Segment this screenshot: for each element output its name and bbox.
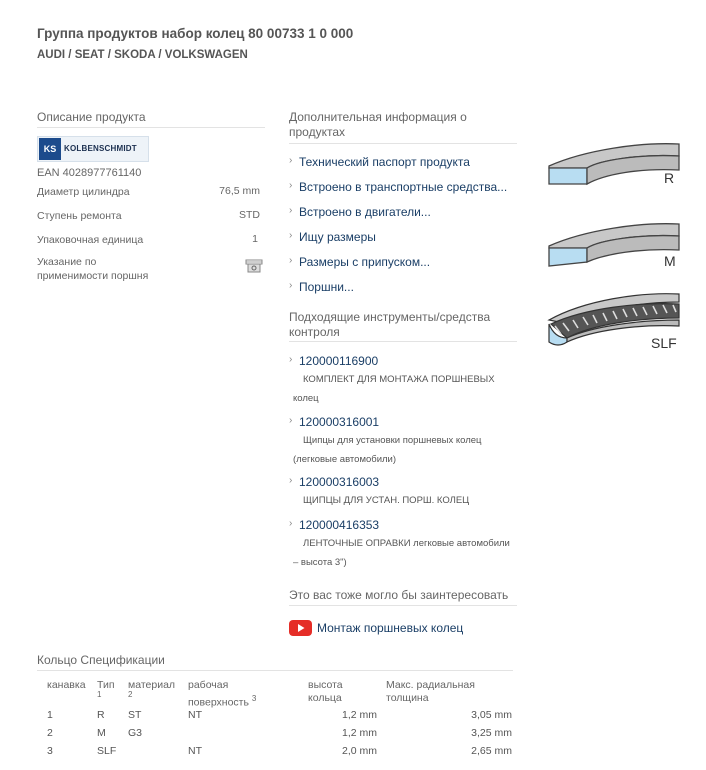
tool-link-3[interactable]: › 120000316003: [289, 475, 380, 489]
tool-desc-4-cont: – высота 3"): [293, 557, 347, 568]
cell-surface: NT: [188, 709, 202, 721]
table-row: [37, 745, 513, 761]
link-datasheet[interactable]: › Технический паспорт продукта: [289, 155, 470, 169]
cell-height: 2,0 mm: [341, 745, 377, 757]
divider: [289, 341, 517, 342]
link-vehicles[interactable]: › Встроено в транспортные средства...: [289, 180, 508, 194]
ks-logo-icon: KS: [39, 138, 61, 160]
spec-label-packing-unit: Упаковочная единица: [37, 234, 144, 246]
chevron-right-icon: ›: [289, 354, 293, 365]
cell-groove: 1: [47, 709, 53, 721]
cell-radial: 2,65 mm: [471, 745, 512, 757]
cell-radial: 3,25 mm: [471, 727, 512, 739]
divider: [37, 670, 513, 671]
chevron-right-icon: ›: [289, 475, 293, 486]
tool-desc-2-cont: (легковые автомобили): [293, 454, 397, 465]
table-row: [37, 727, 513, 743]
video-link[interactable]: Монтаж поршневых колец: [289, 619, 519, 639]
spec-label-repair-stage: Ступень ремонта: [37, 210, 122, 222]
cell-height: 1,2 mm: [341, 727, 377, 739]
link-dimensions[interactable]: › Ищу размеры: [289, 230, 376, 244]
divider: [289, 605, 517, 606]
piston-icon[interactable]: [244, 257, 264, 277]
youtube-icon: [289, 620, 312, 636]
col-header-height: высота кольца: [308, 679, 343, 704]
kolbenschmidt-logo: [37, 136, 149, 162]
spec-label-diameter: Диаметр цилиндра: [37, 186, 130, 198]
cell-groove: 3: [47, 745, 53, 757]
cell-type: M: [97, 727, 106, 739]
link-oversize[interactable]: › Размеры с припуском...: [289, 255, 431, 269]
tool-desc-4: ЛЕНТОЧНЫЕ ОПРАВКИ легковые автомобили: [303, 538, 510, 549]
cell-material: G3: [128, 727, 143, 739]
tool-desc-1-cont: колец: [293, 393, 319, 404]
ring-label-m: M: [664, 253, 676, 269]
col-header-groove: канавка: [47, 679, 86, 691]
tool-desc-3: ЩИПЦЫ ДЛЯ УСТАН. ПОРШ. КОЛЕЦ: [303, 495, 470, 506]
cell-groove: 2: [47, 727, 53, 739]
chevron-right-icon: ›: [289, 155, 293, 166]
divider: [37, 127, 265, 128]
brand-list: AUDI / SEAT / SKODA / VOLKSWAGEN: [37, 49, 248, 61]
chevron-right-icon: ›: [289, 415, 293, 426]
chevron-right-icon: ›: [289, 518, 293, 529]
spec-value-diameter: 76,5 mm: [219, 185, 260, 197]
description-heading: Описание продукта: [37, 110, 146, 124]
col-header-radial: Макс. радиальная толщина: [386, 679, 475, 704]
additional-info-heading: Дополнительная информация о продуктах: [289, 110, 467, 139]
cell-radial: 3,05 mm: [471, 709, 512, 721]
link-engines[interactable]: › Встроено в двигатели...: [289, 205, 431, 219]
chevron-right-icon: ›: [289, 230, 293, 241]
chevron-right-icon: ›: [289, 255, 293, 266]
tool-link-2[interactable]: › 120000316001: [289, 415, 380, 429]
cell-type: R: [97, 709, 105, 721]
ring-label-slf: SLF: [651, 335, 677, 351]
chevron-right-icon: ›: [289, 280, 293, 291]
col-header-surface: рабочая поверхность $^3$: [188, 679, 257, 709]
piston-note-label: Указание по применимости поршня: [37, 256, 149, 282]
tool-desc-2: Щипцы для установки поршневых колец: [303, 435, 482, 446]
cell-height: 1,2 mm: [341, 709, 377, 721]
col-header-material: материал $^2$: [128, 679, 176, 699]
tool-desc-1: КОМПЛЕКТ ДЛЯ МОНТАЖА ПОРШНЕВЫХ: [303, 374, 495, 385]
logo-text: KOLBENSCHMIDT: [64, 144, 137, 153]
spec-heading: Кольцо Спецификации: [37, 653, 165, 667]
tools-heading: Подходящие инструменты/средства контроля: [289, 310, 491, 339]
cell-material: ST: [128, 709, 142, 721]
tool-link-4[interactable]: › 120000416353: [289, 518, 380, 532]
tool-link-1[interactable]: › 120000116900: [289, 354, 379, 368]
chevron-right-icon: ›: [289, 180, 293, 191]
spec-value-packing-unit: 1: [252, 233, 258, 245]
cell-type: SLF: [97, 745, 117, 757]
also-heading: Это вас тоже могло бы заинтересовать: [289, 588, 509, 602]
table-row: [37, 709, 513, 725]
ean-number: EAN 4028977761140: [37, 167, 142, 179]
link-pistons[interactable]: › Поршни...: [289, 280, 354, 294]
spec-value-repair-stage: STD: [239, 209, 260, 221]
col-header-type: Тип $^1$: [97, 679, 115, 699]
page-title: Группа продуктов набор колец 80 00733 1 0 000: [37, 26, 354, 41]
cell-surface: NT: [188, 745, 202, 757]
ring-label-r: R: [664, 170, 675, 186]
chevron-right-icon: ›: [289, 205, 293, 216]
divider: [289, 143, 517, 144]
